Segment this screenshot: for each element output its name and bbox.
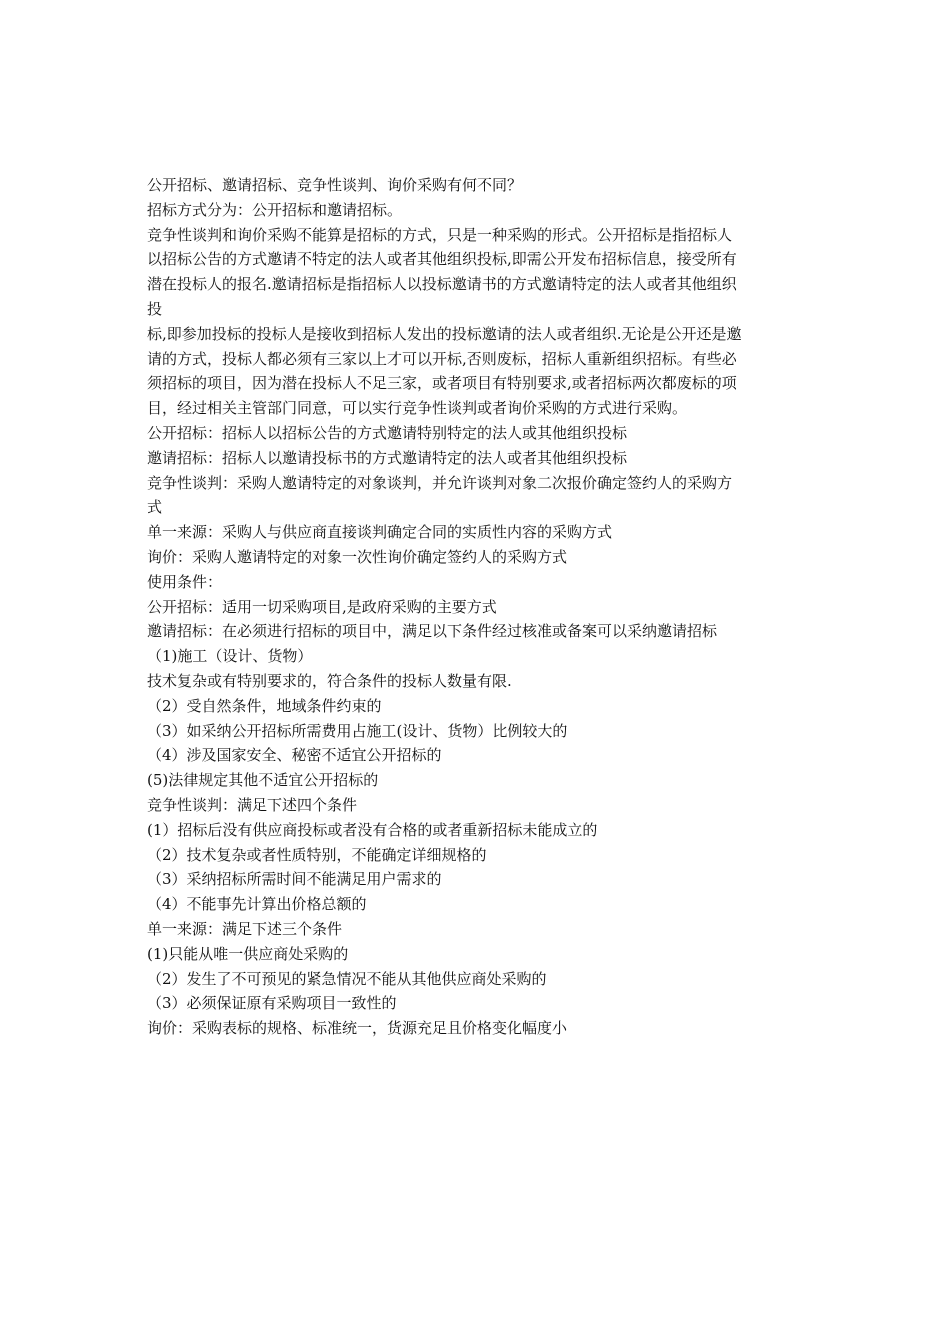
list-item: (1)只能从唯一供应商处采购的 bbox=[147, 944, 349, 963]
list-item: （3）采纳招标所需时间不能满足用户需求的 bbox=[147, 870, 442, 889]
text-line: 投 bbox=[147, 299, 163, 318]
definition-invited-tender: 邀请招标：招标人以邀请投标书的方式邀请特定的法人或者其他组织投标 bbox=[147, 448, 628, 467]
condition-competitive-negotiation: 竞争性谈判：满足下述四个条件 bbox=[147, 795, 358, 814]
text-line: 式 bbox=[147, 498, 163, 517]
list-item: （4）不能事先计算出价格总额的 bbox=[147, 895, 367, 914]
definition-competitive-negotiation: 竞争性谈判：采购人邀请特定的对象谈判，并允许谈判对象二次报价确定签约人的采购方 bbox=[147, 473, 733, 492]
usage-conditions-section bbox=[147, 570, 807, 1041]
document-title-block bbox=[147, 173, 807, 223]
condition-inquiry: 询价：采购表标的规格、标准统一，货源充足且价格变化幅度小 bbox=[147, 1019, 568, 1038]
text-line: 目，经过相关主管部门同意，可以实行竞争性谈判或者询价采购的方式进行采购。 bbox=[147, 399, 688, 418]
list-item: （4）涉及国家安全、秘密不适宜公开招标的 bbox=[147, 746, 442, 765]
document-page bbox=[147, 173, 807, 1041]
list-item: （3）必须保证原有采购项目一致性的 bbox=[147, 994, 397, 1013]
list-item: （1)施工（设计、货物） bbox=[147, 647, 313, 666]
definition-single-source: 单一来源：采购人与供应商直接谈判确定合同的实质性内容的采购方式 bbox=[147, 523, 613, 542]
list-item: 技术复杂或有特别要求的，符合条件的投标人数量有限. bbox=[147, 671, 512, 690]
text-line: 须招标的项目，因为潜在投标人不足三家，或者项目有特别要求,或者招标两次都废标的项 bbox=[147, 374, 737, 393]
text-line: 潜在投标人的报名.邀请招标是指招标人以投标邀请书的方式邀请特定的法人或者其他组织 bbox=[147, 275, 737, 294]
list-item: (1）招标后没有供应商投标或者没有合格的或者重新招标未能成立的 bbox=[147, 820, 598, 839]
list-item: （3）如采纳公开招标所需费用占施工(设计、货物）比例较大的 bbox=[147, 721, 568, 740]
text-line: 招标方式分为：公开招标和邀请招标。 bbox=[147, 200, 403, 219]
definitions-section bbox=[147, 421, 807, 570]
definition-open-tender: 公开招标：招标人以招标公告的方式邀请特别特定的法人或其他组织投标 bbox=[147, 423, 628, 442]
condition-single-source: 单一来源：满足下述三个条件 bbox=[147, 919, 343, 938]
text-line: 标,即参加投标的投标人是接收到招标人发出的投标邀请的法人或者组织.无论是公开还是邀 bbox=[147, 324, 742, 343]
list-item: （2）技术复杂或者性质特别，不能确定详细规格的 bbox=[147, 845, 487, 864]
section-heading: 使用条件： bbox=[147, 572, 223, 591]
condition-invited-tender: 邀请招标：在必须进行招标的项目中，满足以下条件经过核准或备案可以采纳邀请招标 bbox=[147, 622, 718, 641]
text-line: 请的方式，投标人都必须有三家以上才可以开标,否则废标，招标人重新组织招标。有些必 bbox=[147, 349, 737, 368]
text-line: 竞争性谈判和询价采购不能算是招标的方式，只是一种采购的形式。公开招标是指招标人 bbox=[147, 225, 733, 244]
list-item: (5)法律规定其他不适宜公开招标的 bbox=[147, 771, 379, 790]
list-item: （2）受自然条件，地域条件约束的 bbox=[147, 696, 382, 715]
definition-inquiry: 询价：采购人邀请特定的对象一次性询价确定签约人的采购方式 bbox=[147, 547, 568, 566]
paragraph-intro bbox=[147, 223, 807, 421]
list-item: （2）发生了不可预见的紧急情况不能从其他供应商处采购的 bbox=[147, 969, 547, 988]
document-title: 公开招标、邀请招标、竞争性谈判、询价采购有何不同？ bbox=[147, 176, 523, 194]
condition-open-tender: 公开招标：适用一切采购项目,是政府采购的主要方式 bbox=[147, 597, 497, 616]
text-line: 以招标公告的方式邀请不特定的法人或者其他组织投标,即需公开发布招标信息，接受所有 bbox=[147, 250, 737, 269]
